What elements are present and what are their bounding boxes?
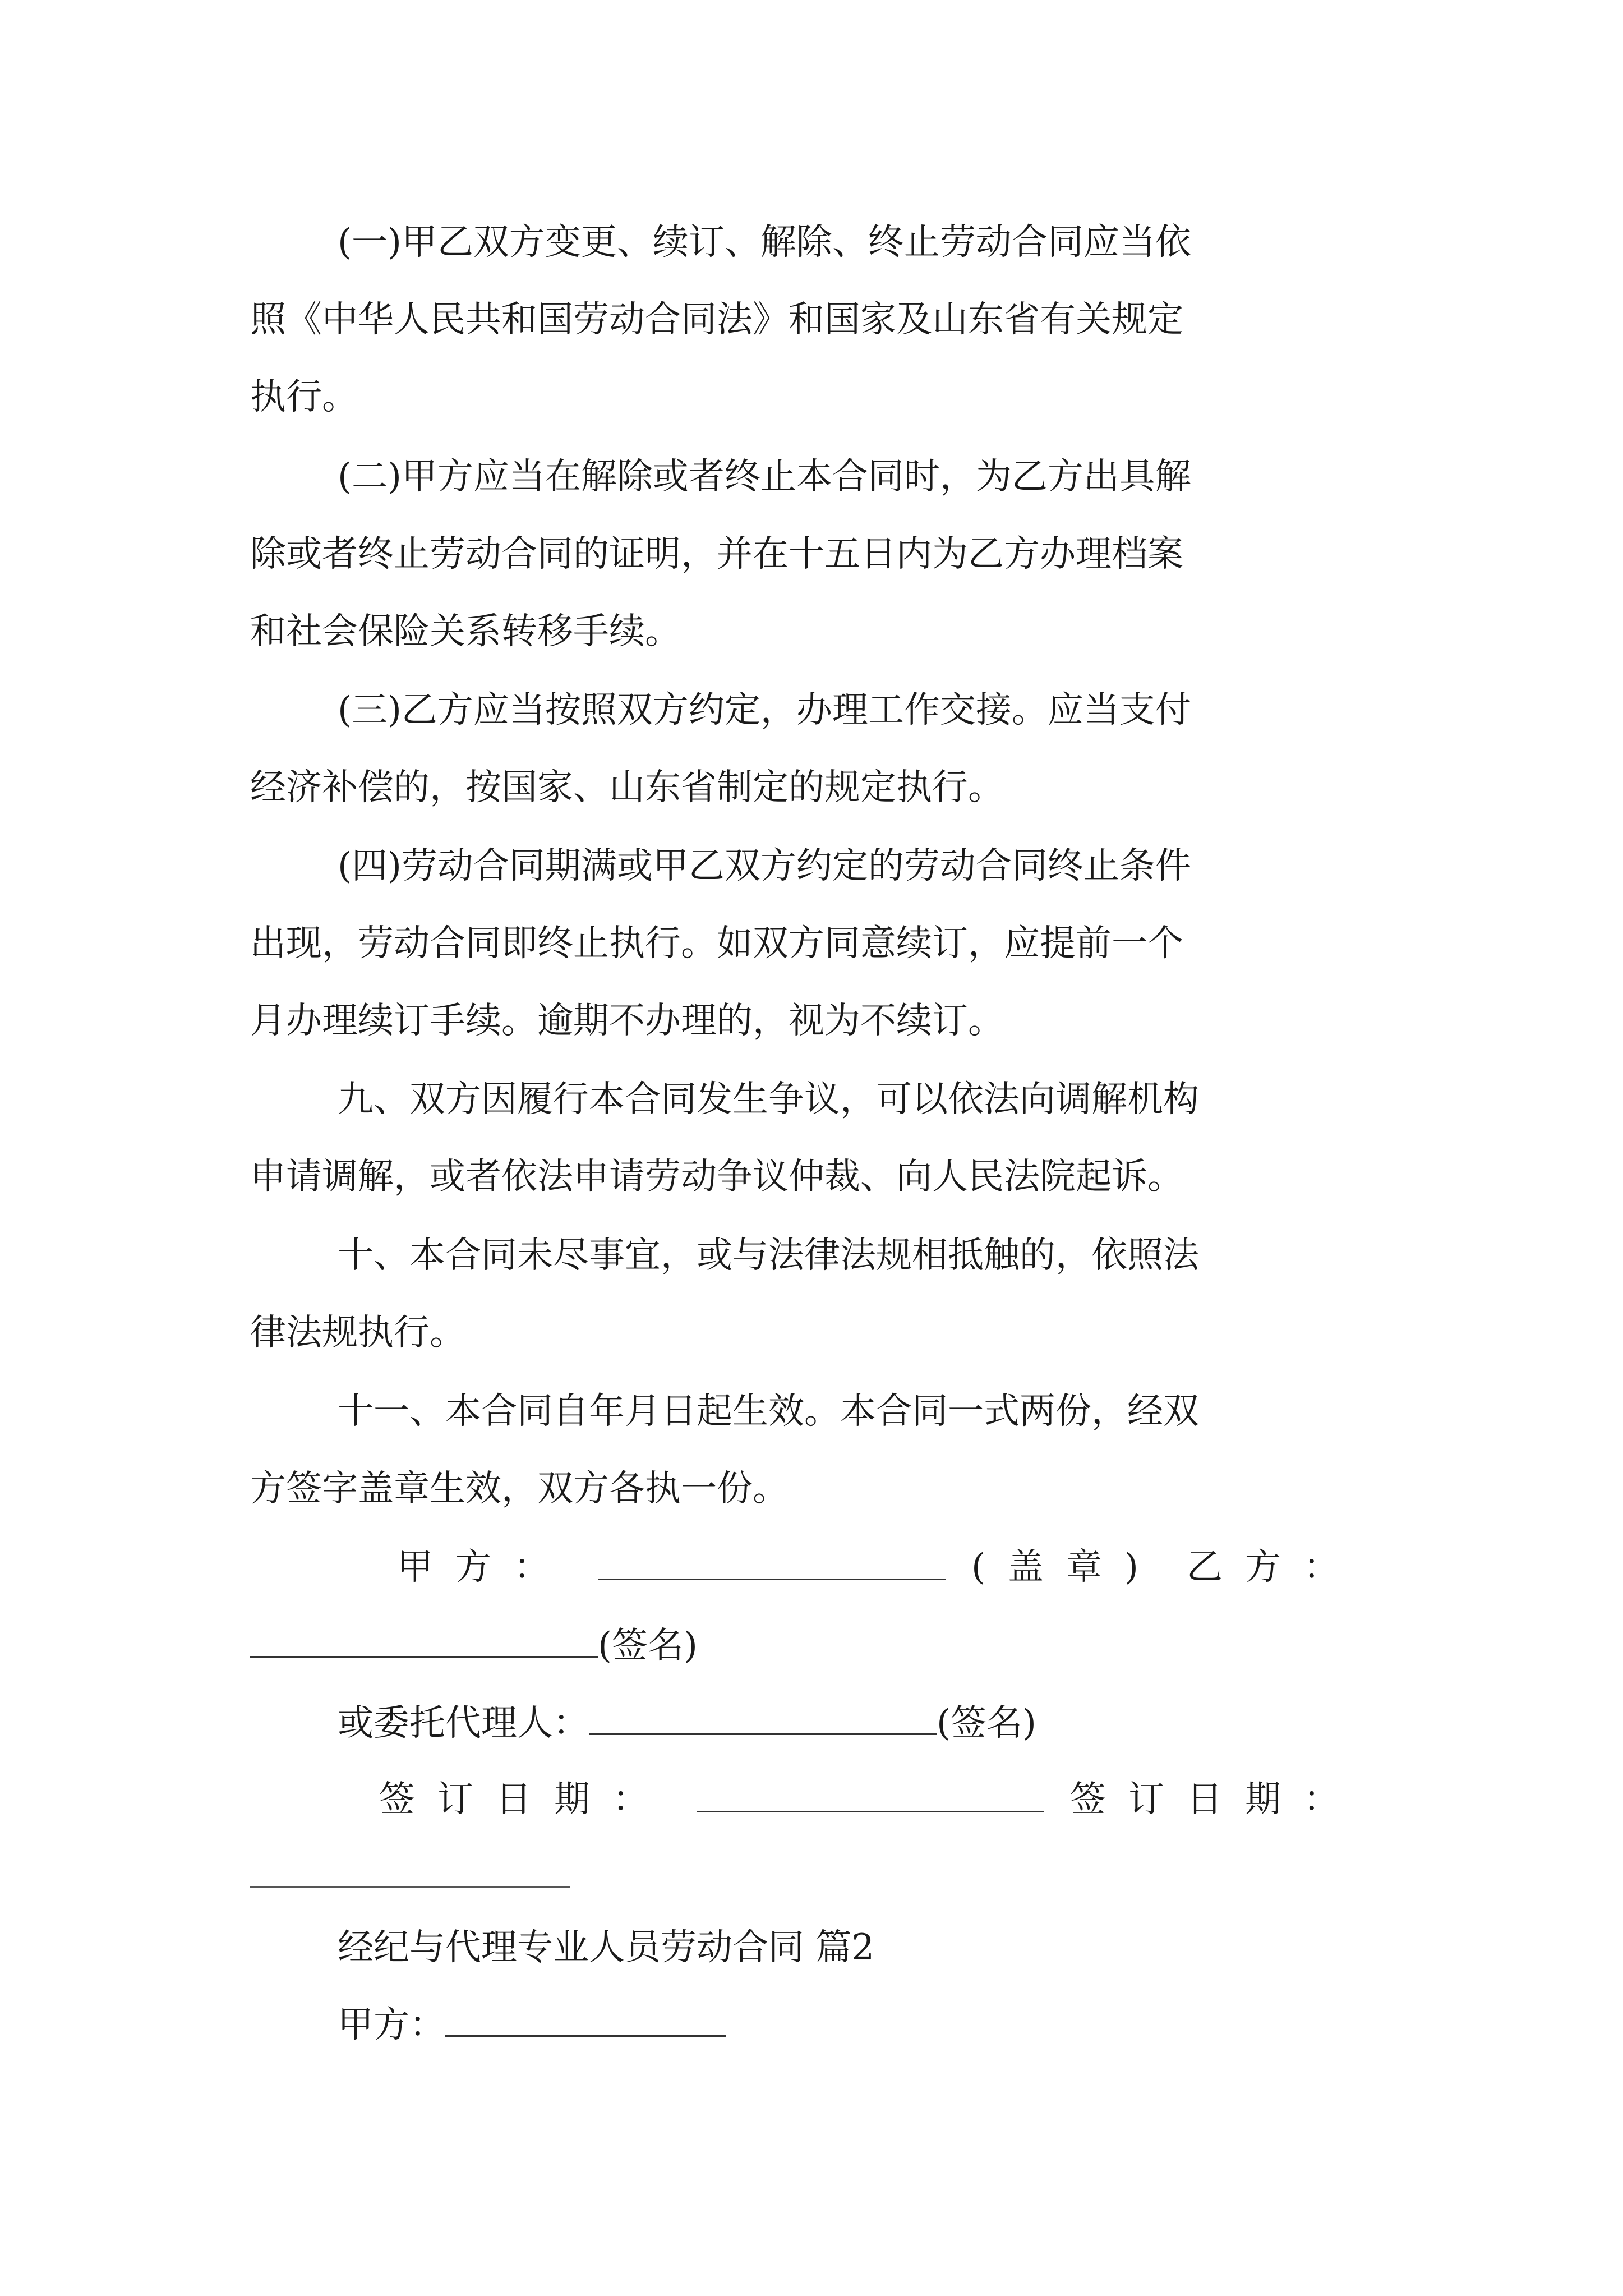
date-label-a: 签订日期：	[379, 1779, 671, 1820]
paragraph-line: 出现，劳动合同即终止执行。如双方同意续订，应提前一个	[250, 923, 1183, 964]
next-party-a-label: 甲方：	[338, 2004, 445, 2046]
agent-sign-label: (签名)	[937, 1703, 1036, 1744]
paragraph-line: (三)乙方应当按照双方约定，办理工作交接。应当支付	[338, 689, 1191, 731]
paragraph-line: 律法规执行。	[250, 1312, 465, 1354]
party-a-blank[interactable]	[598, 1549, 946, 1580]
sign-label: (签名)	[598, 1625, 698, 1667]
next-party-a-row	[338, 2004, 726, 2046]
paragraph-line: 执行。	[250, 376, 358, 418]
paragraph-line: 方签字盖章生效，双方各执一份。	[250, 1468, 789, 1510]
paragraph-line: 九、双方因履行本合同发生争议，可以依法向调解机构	[338, 1079, 1199, 1120]
paragraph-line: (一)甲乙双方变更、续订、解除、终止劳动合同应当依	[338, 222, 1191, 263]
paragraph-line: 经济补偿的，按国家、山东省制定的规定执行。	[250, 767, 1004, 808]
party-b-label: 乙方：	[1186, 1547, 1362, 1588]
signature-row-agent	[338, 1703, 1036, 1744]
party-b-blank[interactable]	[250, 1627, 598, 1658]
paragraph-line: 月办理续订手续。逾期不办理的，视为不续订。	[250, 1000, 1004, 1042]
date-label-b: 签订日期：	[1070, 1779, 1362, 1820]
date-blank-a[interactable]	[697, 1782, 1044, 1812]
seal-label: (盖章)	[971, 1547, 1161, 1588]
paragraph-line: 除或者终止劳动合同的证明，并在十五日内为乙方办理档案	[250, 533, 1183, 575]
paragraph-line: 申请调解，或者依法申请劳动争议仲裁、向人民法院起诉。	[250, 1156, 1183, 1198]
paragraph-line: (二)甲方应当在解除或者终止本合同时，为乙方出具解	[338, 456, 1191, 498]
signature-row-party	[397, 1547, 1362, 1588]
signature-row-sign	[250, 1625, 698, 1667]
next-party-a-blank[interactable]	[445, 2006, 726, 2037]
party-a-label: 甲方：	[397, 1547, 572, 1588]
paragraph-line: 和社会保险关系转移手续。	[250, 611, 681, 652]
paragraph-line: 十、本合同未尽事宜，或与法律法规相抵触的，依照法	[338, 1235, 1199, 1276]
agent-label: 或委托代理人：	[338, 1703, 589, 1744]
paragraph-line: (四)劳动合同期满或甲乙双方约定的劳动合同终止条件	[338, 845, 1191, 887]
signature-row-date	[379, 1779, 1362, 1820]
paragraph-line: 照《中华人民共和国劳动合同法》和国家及山东省有关规定	[250, 299, 1183, 341]
paragraph-line: 十一、本合同自年月日起生效。本合同一式两份，经双	[338, 1391, 1199, 1432]
section-title: 经纪与代理专业人员劳动合同 篇2	[338, 1927, 875, 1968]
agent-blank[interactable]	[589, 1704, 937, 1735]
date-blank-b[interactable]	[250, 1886, 570, 1888]
